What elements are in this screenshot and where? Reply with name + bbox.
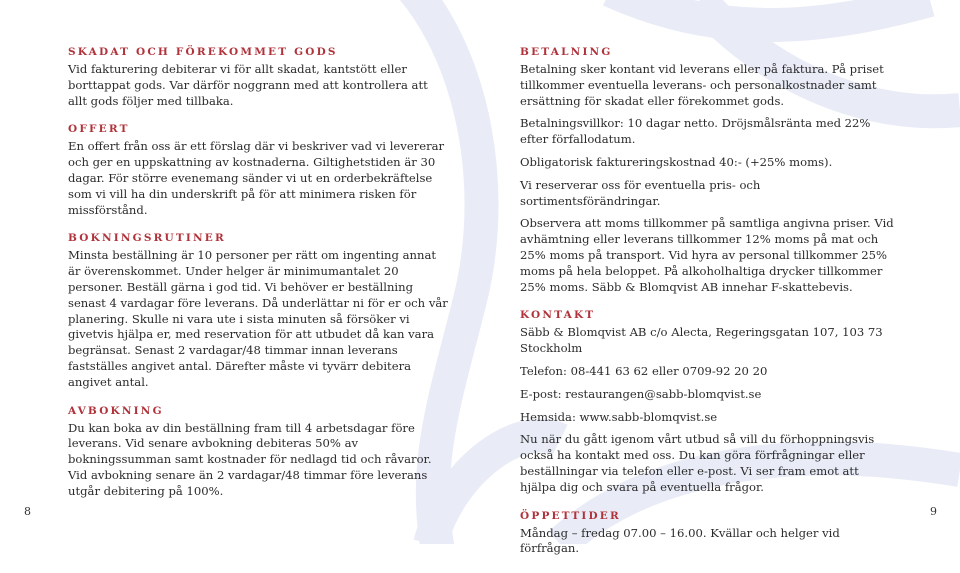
- contact-email: E-post: restaurangen@sabb-blomqvist.se: [520, 386, 762, 401]
- section-paragraph: Minsta beställning är 10 personer per rätt om ingenting annat är överenskommet. Under helger är minimumantalet 20 personer. Beställ gärna i god tid. Vi behöver er beställning senast 4 vardagar före leverans. Då underlättar ni för er och vår planering. Skulle ni vara ute i sista minuten så försöker vi givetvis hjälpa er, med reservation för att utbudet då kan vara begränsat. Senast 2 vardagar/48 timmar innan leverans fastställes angivet antal. Därefter måste vi tyvärr debitera angivet antal.: [68, 248, 448, 389]
- section-avbokning: [68, 405, 448, 500]
- left-column: [68, 46, 448, 516]
- section-paragraph: Vid fakturering debiterar vi för allt skadat, kantstött eller borttappat gods. Var därför noggrann med att kontrollera att allt gods följer med tillbaka.: [68, 62, 428, 108]
- page-number-right: 9: [930, 505, 937, 518]
- section-heading: SKADAT OCH FÖREKOMMET GODS: [68, 46, 338, 58]
- section-heading: ÖPPETTIDER: [520, 509, 621, 522]
- section-paragraph: Vi reserverar oss för eventuella pris- och sortimentsförändringar.: [520, 177, 761, 208]
- section-paragraph: En offert från oss är ett förslag där vi beskriver vad vi levererar och ger en uppskattning av kostnaderna. Giltighetstiden är 30 dagar. För större evenemang sänder vi ut en orderbekräftelse som vi vill ha din underskrift på för att minimera risken för missförstånd.: [68, 139, 445, 217]
- section-bokningsrutiner: [68, 232, 448, 390]
- section-paragraph: Obligatorisk faktureringskostnad 40:- (+25% moms).: [520, 154, 833, 169]
- section-offert: [68, 123, 448, 218]
- section-heading: AVBOKNING: [68, 404, 164, 417]
- section-paragraph: Måndag – fredag 07.00 – 16.00. Kvällar och helger vid förfrågan.: [520, 525, 840, 556]
- section-oppettider: [520, 510, 896, 558]
- section-heading: BETALNING: [520, 46, 613, 58]
- section-skadat-gods: [68, 46, 448, 109]
- contact-website: Hemsida: www.sabb-blomqvist.se: [520, 409, 718, 424]
- page-number-left: 8: [24, 505, 31, 518]
- right-column: [520, 46, 896, 573]
- section-paragraph: Betalning sker kontant vid leverans eller på faktura. På priset tillkommer eventuella leverans- och personalkostnader samt ersättning för skadat eller förekommet gods.: [520, 62, 884, 108]
- section-kontakt: [520, 309, 896, 495]
- section-paragraph: Nu när du gått igenom vårt utbud så vill du förhoppningsvis också ha kontakt med oss. Du kan göra förfrågningar eller beställningar via telefon eller e-post. Vi ser fram emot att hjälpa dig och svara på eventuella frågor.: [520, 432, 875, 494]
- section-paragraph: Du kan boka av din beställning fram till 4 arbetsdagar före leverans. Vid senare avbokning debiteras 50% av bokningssumman samt kostnader för nedlagd tid och råvaror. Vid avbokning senare än 2 vardagar/48 timmar före leverans utgår debitering på 100%.: [68, 420, 432, 498]
- section-paragraph: Betalningsvillkor: 10 dagar netto. Dröjsmålsränta med 22% efter förfallodatum.: [520, 116, 871, 147]
- contact-address: Säbb & Blomqvist AB c/o Alecta, Regeringsgatan 107, 103 73 Stockholm: [520, 325, 883, 356]
- contact-phone: Telefon: 08-441 63 62 eller 0709-92 20 20: [520, 363, 768, 378]
- section-heading: BOKNINGSRUTINER: [68, 232, 226, 245]
- section-betalning: [520, 46, 896, 295]
- section-heading: KONTAKT: [520, 309, 596, 322]
- section-paragraph: Observera att moms tillkommer på samtliga angivna priser. Vid avhämtning eller leverans tillkommer 12% moms på mat och 25% moms på transport. Vid hyra av personal tillkommer 25% moms på hela beloppet. På alkoholhaltiga drycker tillkommer 25% moms. Säbb & Blomqvist AB innehar F-skattebevis.: [520, 216, 894, 294]
- section-heading: OFFERT: [68, 123, 130, 136]
